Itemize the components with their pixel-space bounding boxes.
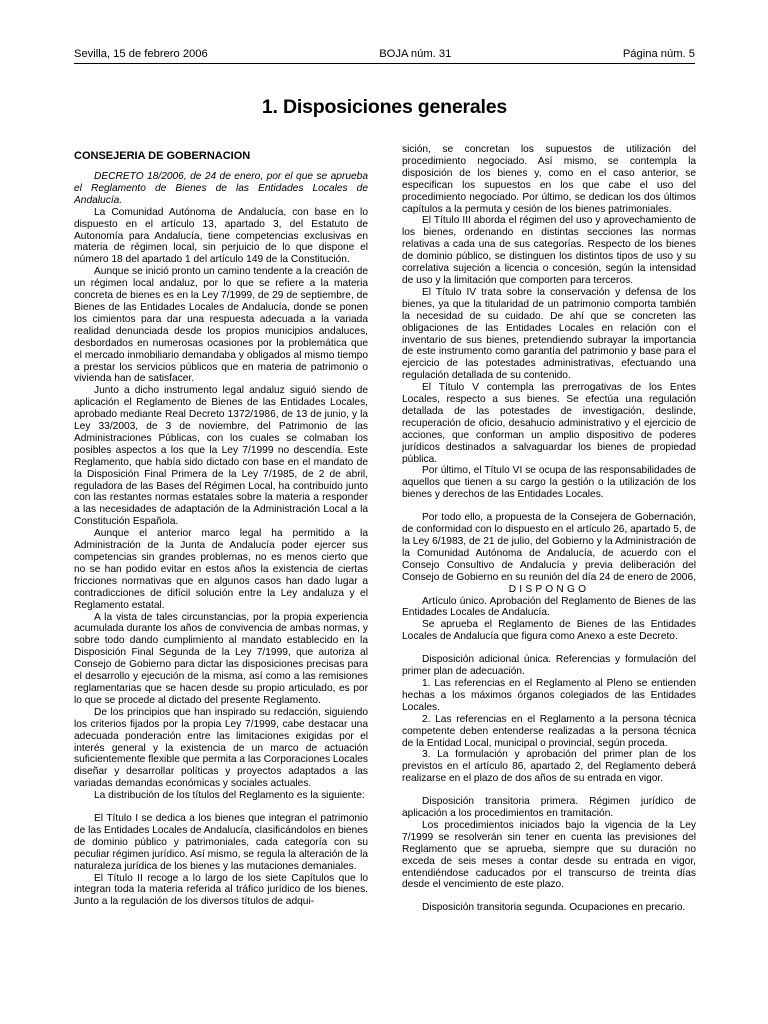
header-date: Sevilla, 15 de febrero 2006	[74, 48, 208, 60]
header-page-number: Página núm. 5	[622, 48, 695, 60]
paragraph: sición, se concretan los supuestos de utilización del procedimiento negociado. Así mismo, se contempla la disposición de los bienes y, como en el caso anterior, se especifican los supuestos en los que cabe el uso del procedimiento negociado. Por último, se dedican los dos últimos capítulos a la permuta y cesión de los bienes patrimoniales.	[402, 144, 696, 215]
provision-item: 1. Las referencias en el Reglamento al Pleno se entienden hechas a los máximos órganos colegiados de las Entidades Locales.	[402, 677, 696, 713]
article-text: Se aprueba el Reglamento de Bienes de las Entidades Locales de Andalucía que figura como Anexo a este Decreto.	[402, 619, 696, 643]
page-header	[74, 47, 695, 61]
right-column	[402, 144, 696, 914]
provision-heading: Disposición transitoria segunda. Ocupaciones en precario.	[422, 902, 686, 914]
paragraph: A la vista de tales circunstancias, por la propia experiencia acumulada durante los años de convivencia de ambas normas, y sobre todo dando cumplimiento al mandato establecido en la Disposición Final Segunda de la Ley 7/1999, que autoriza al Consejo de Gobierno para dictar las disposiciones precisas para el desarrollo y ejecución de la misma, así como a las remisiones reglamentarias que se hacen desde su propio articulado, es por lo que se procede al dictado del presente Reglamento.	[74, 611, 368, 706]
paragraph: Por último, el Título VI se ocupa de las responsabilidades de aquellos que tienen a su cargo la gestión o la utilización de los bienes y derechos de las Entidades Locales.	[402, 465, 696, 501]
paragraph: Aunque se inició pronto un camino tendente a la creación de un régimen local andaluz, por lo que se refiere a la materia concreta de bienes es en la Ley 7/1999, de 29 de septiembre, de Bienes de las Entidades Locales de Andalucía, donde se ponen los cimientos para dar una respuesta adecuada a la variada realidad denunciada desde los propios municipios andaluces, desbordados en numerosas ocasiones por la problemática que el mercado inmobiliario demandaba y obligados al mismo tiempo a prestar los servicios públicos que en materia de patrimonio o vivienda han de satisfacer.	[74, 266, 368, 385]
page-title: 1. Disposiciones generales	[261, 96, 508, 118]
decree-summary: DECRETO 18/2006, de 24 de enero, por el que se aprueba el Reglamento de Bienes de las Entidades Locales de Andalucía.	[74, 171, 368, 206]
enacting-formula: Por todo ello, a propuesta de la Consejera de Gobernación, de conformidad con lo dispuesto en el artículo 26, apartado 5, de la Ley 6/1983, de 21 de julio, del Gobierno y la Administración de la Comunidad Autónoma de Andalucía, de acuerdo con el Consejo Consultivo de Andalucía y previa deliberación del Consejo de Gobierno en su reunión del día 24 de enero de 2006,	[402, 512, 696, 583]
provision-text: Los procedimientos iniciados bajo la vigencia de la Ley 7/1999 se resolverán sin tener en cuenta las previsiones del Reglamento que se aprueba, siempre que su duración no exceda de seis meses a contar desde su entrada en vigor, entendiéndose caducados por el transcurso de treinta días desde el vencimiento de este plazo.	[402, 819, 696, 891]
provision-item: 3. La formulación y aprobación del primer plan de los previstos en el artículo 86, apartado 2, del Reglamento deberá realizarse en el plazo de dos años de su entrada en vigor.	[402, 749, 696, 785]
paragraph: Junto a dicho instrumento legal andaluz siguió siendo de aplicación el Reglamento de Bienes de las Entidades Locales, aprobado mediante Real Decreto 1372/1986, de 13 de junio, y la Ley 33/2003, de 3 de noviembre, del Patrimonio de las Administraciones Públicas, con los cuales se colmaban los posibles aspectos a los que la Ley 7/1999 no descendía. Este Reglamento, que había sido dictado con base en el mandato de la Disposición Final Primera de la Ley 7/1985, de 2 de abril, reguladora de las Bases del Régimen Local, ha contribuido junto con las restantes normas estatales sobre la materia a responder a las necesidades de adaptación de la Administración Local a la Constitución Española.	[74, 385, 368, 528]
header-bulletin: BOJA núm. 31	[379, 48, 452, 60]
provision-heading: Disposición transitoria primera. Régimen jurídico de aplicación a los procedimientos en tramitación.	[402, 796, 696, 820]
header-divider	[74, 63, 695, 64]
left-column	[74, 149, 368, 908]
provision-item: 2. Las referencias en el Reglamento a la persona técnica competente deben entenderse realizadas a la persona técnica de la Entidad Local, municipal o provincial, según proceda.	[402, 713, 696, 749]
paragraph: El Título V contempla las prerrogativas de los Entes Locales, respecto a sus bienes. Se efectúa una regulación detallada de las potestades de investigación, deslinde, recuperación de oficio, desahucio administrativo y el ejercicio de acciones, que conforman un amplio dispositivo de poderes jurídicos destinados a salvaguardar los bienes de propiedad pública.	[402, 382, 696, 465]
dispongo-heading: DISPONGO	[508, 583, 590, 595]
article-heading: Artículo único. Aprobación del Reglamento de Bienes de las Entidades Locales de Andalucía.	[402, 595, 696, 619]
paragraph: El Título I se dedica a los bienes que integran el patrimonio de las Entidades Locales de Andalucía, clasificándolos en bienes de dominio público y patrimoniales, cada categoría con su peculiar régimen jurídico. Así mismo, se regula la alteración de la naturaleza jurídica de los bienes y las mutaciones demaniales.	[74, 813, 368, 872]
paragraph: El Título IV trata sobre la conservación y defensa de los bienes, ya que la titularidad de un patrimonio comporta también la necesidad de su cuidado. De ahí que se concreten las obligaciones de las Entidades Locales en relación con el inventario de sus bienes, pretendiendo subrayar la importancia de este instrumento como garantía del patrimonio y base para el ejercicio de las potestades administrativas, efectuando una regulación detallada de su contenido.	[402, 286, 696, 382]
paragraph: El Título II recoge a lo largo de los siete Capítulos que lo integran toda la materia referida al tráfico jurídico de los bienes. Junto a la regulación de los diversos títulos de adqui-	[74, 872, 368, 908]
provision-heading: Disposición adicional única. Referencias y formulación del primer plan de adecuación.	[402, 654, 696, 678]
paragraph: La Comunidad Autónoma de Andalucía, con base en lo dispuesto en el artículo 13, apartado 3, del Estatuto de Autonomía para Andalucía, tiene competencias exclusivas en materia de régimen local, sin perjuicio de lo que dispone el número 18 del apartado 1 del artículo 149 de la Constitución.	[74, 206, 368, 266]
section-heading: CONSEJERIA DE GOBERNACION	[74, 150, 251, 162]
paragraph: El Título III aborda el régimen del uso y aprovechamiento de los bienes, ordenando en distintas secciones las normas relativas a cada una de sus categorías. Respecto de los bienes de dominio público, se distinguen los distintos tipos de uso y su correlativa sujeción a licencia o concesión, según la intensidad de uso y la limitación que comporten para terceros.	[402, 215, 696, 286]
paragraph: Aunque el anterior marco legal ha permitido a la Administración de la Junta de Andalucía poder ejercer sus competencias sin grandes problemas, no es menos cierto que no se han podido evitar en estos años la existencia de ciertas fricciones normativas que en algunos casos han dado lugar a contradicciones de difícil solución entre la Ley andaluza y el Reglamento estatal.	[74, 528, 368, 611]
paragraph: La distribución de los títulos del Reglamento es la siguiente:	[94, 790, 365, 802]
paragraph: De los principios que han inspirado su redacción, siguiendo los criterios fijados por la propia Ley 7/1999, cabe destacar una adecuada ponderación entre las limitaciones exigidas por el interés general y la existencia de un marco de actuación suficientemente flexible que permita a las Corporaciones Locales diseñar y desarrollar políticas y proyectos adaptados a las variadas demandas económicas y sociales actuales.	[74, 706, 368, 790]
